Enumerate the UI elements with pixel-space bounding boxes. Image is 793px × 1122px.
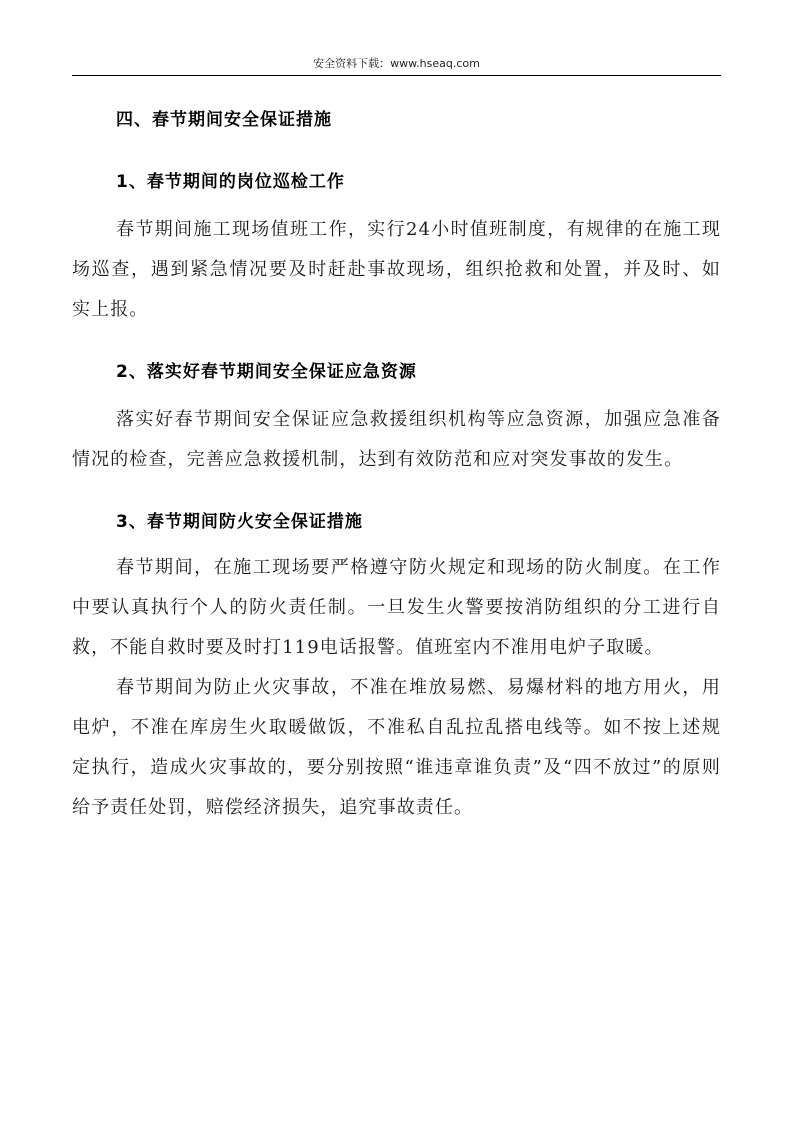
section-3-paragraph-1: 春节期间，在施工现场要严格遵守防火规定和现场的防火制度。在工作中要认真执行个人的防火责任制。一旦发生火警要按消防组织的分工进行自救，不能自救时要及时打119电话报警。值班室内不准用电炉子取暖。 xyxy=(72,557,721,658)
section-heading-1: 1、春节期间的岗位巡检工作 xyxy=(116,172,345,192)
section-2-paragraph-1: 落实好春节期间安全保证应急救援组织机构等应急资源，加强应急准备情况的检查，完善应急救援机制，达到有效防范和应对突发事故的发生。 xyxy=(72,409,721,470)
section-heading-3: 3、春节期间防火安全保证措施 xyxy=(116,512,363,532)
main-heading: 四、春节期间安全保证措施 xyxy=(116,110,332,130)
section-3-paragraph-2: 春节期间为防止火灾事故，不准在堆放易燃、易爆材料的地方用火，用电炉，不准在库房生火取暖做饭，不准私自乱拉乱搭电线等。如不按上述规定执行，造成火灾事故的，要分别按照“谁违章谁负责”及“四不放过”的原则给予责任处罚，赔偿经济损失，追究事故责任。 xyxy=(72,677,721,818)
section-1-paragraph-1: 春节期间施工现场值班工作，实行24小时值班制度，有规律的在施工现场巡查，遇到紧急情况要及时赶赴事故现场，组织抢救和处置，并及时、如实上报。 xyxy=(72,219,721,320)
section-heading-2: 2、落实好春节期间安全保证应急资源 xyxy=(116,362,417,382)
header-text: 安全资料下载：www.hseaq.com xyxy=(313,57,480,70)
document-body xyxy=(72,96,721,828)
page-header xyxy=(72,55,721,76)
